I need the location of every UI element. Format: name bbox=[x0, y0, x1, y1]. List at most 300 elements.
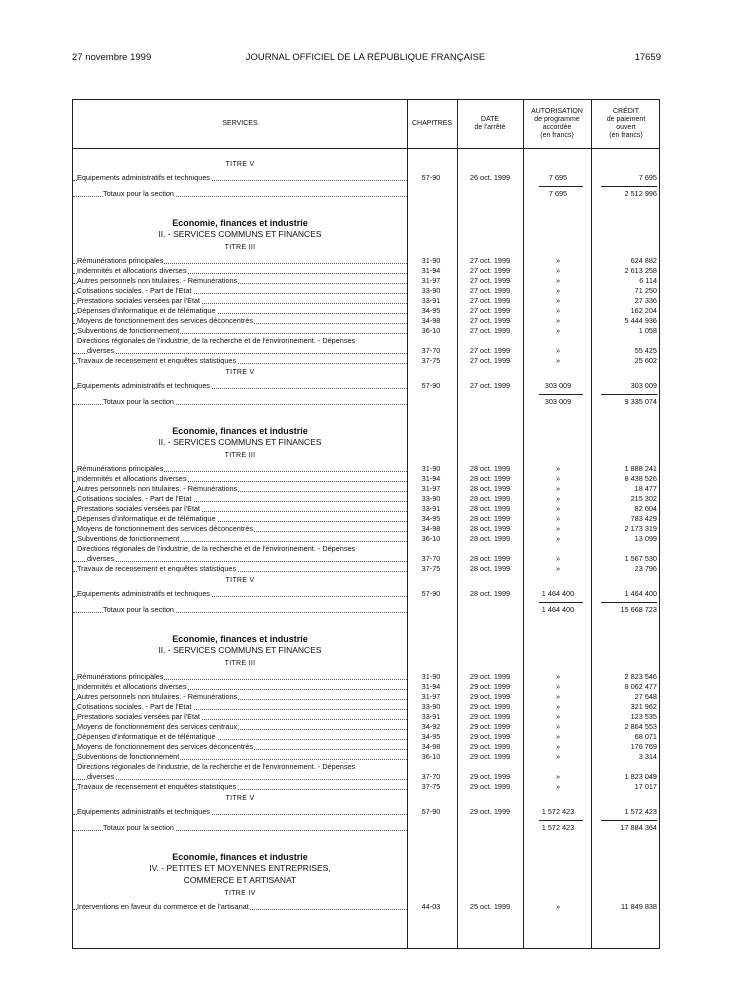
item-label-text: Cotisations sociales. - Part de l'Etat bbox=[77, 494, 192, 503]
item-label bbox=[77, 742, 407, 752]
item-chapitre: 31-90 bbox=[421, 464, 441, 473]
titre-heading: TITRE V bbox=[225, 577, 255, 584]
item-credit: 303 009 bbox=[630, 381, 657, 390]
table-row bbox=[73, 564, 661, 574]
item-autorisation: » bbox=[555, 752, 561, 761]
item-date: 29 oct. 1999 bbox=[469, 692, 511, 701]
item-credit: 82 604 bbox=[634, 504, 657, 513]
section-heading: II. - SERVICES COMMUNS ET FINANCES bbox=[158, 229, 322, 239]
table-row bbox=[73, 306, 661, 316]
table-row bbox=[73, 534, 661, 544]
item-label bbox=[77, 464, 407, 474]
table-row bbox=[73, 863, 661, 873]
table-row bbox=[73, 752, 661, 762]
item-label-line2 bbox=[87, 346, 417, 356]
item-label-text: Cotisations sociales. - Part de l'Etat bbox=[77, 702, 192, 711]
item-date: 27 oct. 1999 bbox=[469, 276, 511, 285]
item-label bbox=[77, 902, 407, 912]
item-chapitre: 33-90 bbox=[421, 286, 441, 295]
header-rule bbox=[73, 148, 659, 149]
item-label-text: Prestations sociales versées par l'Etat bbox=[77, 296, 201, 305]
item-autorisation: » bbox=[555, 702, 561, 711]
item-autorisation: » bbox=[555, 256, 561, 265]
item-label bbox=[77, 702, 407, 712]
subtotal-rule bbox=[539, 186, 583, 187]
total-autorisation: 303 009 bbox=[544, 397, 572, 406]
item-chapitre: 44-03 bbox=[421, 902, 441, 911]
item-credit: 1 464 400 bbox=[624, 589, 657, 598]
item-autorisation: » bbox=[555, 554, 561, 563]
table-row bbox=[73, 474, 661, 484]
item-autorisation: » bbox=[555, 772, 561, 781]
item-label-text: Moyens de fonctionnement des services déconcentrés bbox=[77, 742, 254, 751]
table-row bbox=[73, 807, 661, 817]
table-row bbox=[73, 889, 661, 899]
item-label-text: Cotisations sociales. - Part de l'Etat bbox=[77, 286, 192, 295]
total-credit: 17 884 364 bbox=[620, 823, 657, 832]
item-label-text: Equipements administratifs et techniques bbox=[77, 381, 211, 390]
item-date: 25 oct. 1999 bbox=[469, 902, 511, 911]
total-credit: 9 335 074 bbox=[624, 397, 657, 406]
item-date: 27 oct. 1999 bbox=[469, 296, 511, 305]
table-row bbox=[73, 494, 661, 504]
item-date: 28 oct. 1999 bbox=[469, 484, 511, 493]
item-credit: 68 071 bbox=[634, 732, 657, 741]
ministry-heading: Economie, finances et industrie bbox=[172, 852, 308, 862]
table-row bbox=[73, 160, 661, 170]
table-row bbox=[73, 381, 661, 391]
item-credit: 55 425 bbox=[634, 346, 657, 355]
item-date: 28 oct. 1999 bbox=[469, 564, 511, 573]
item-date: 28 oct. 1999 bbox=[469, 554, 511, 563]
item-autorisation: » bbox=[555, 534, 561, 543]
item-date: 26 oct. 1999 bbox=[469, 173, 511, 182]
item-date: 29 oct. 1999 bbox=[469, 752, 511, 761]
item-credit: 2 823 546 bbox=[624, 672, 657, 681]
item-label-text: Subventions de fonctionnement bbox=[77, 752, 180, 761]
ministry-heading: Economie, finances et industrie bbox=[172, 426, 308, 436]
item-label bbox=[77, 504, 407, 514]
item-date: 28 oct. 1999 bbox=[469, 474, 511, 483]
item-label-text: Equipements administratifs et techniques bbox=[77, 807, 211, 816]
total-label-text: Totaux pour la section bbox=[103, 189, 174, 198]
item-date: 29 oct. 1999 bbox=[469, 807, 511, 816]
section-heading: II. - SERVICES COMMUNS ET FINANCES bbox=[158, 437, 322, 447]
item-autorisation: » bbox=[555, 464, 561, 473]
item-label-text: Moyens de fonctionnement des services centraux bbox=[77, 722, 238, 731]
item-credit: 2 864 553 bbox=[624, 722, 657, 731]
table-row bbox=[73, 326, 661, 336]
item-label bbox=[77, 722, 407, 732]
item-label-text: Interventions en faveur du commerce et de l'artisanat bbox=[77, 902, 249, 911]
table-row bbox=[73, 286, 661, 296]
table-row bbox=[73, 336, 661, 356]
item-autorisation: » bbox=[555, 692, 561, 701]
item-autorisation: » bbox=[555, 514, 561, 523]
table-row bbox=[73, 702, 661, 712]
table-row bbox=[73, 296, 661, 306]
item-label bbox=[77, 589, 407, 599]
item-autorisation: » bbox=[555, 346, 561, 355]
item-autorisation: » bbox=[555, 356, 561, 365]
item-autorisation: » bbox=[555, 672, 561, 681]
item-chapitre: 31-97 bbox=[421, 692, 441, 701]
item-credit: 321 962 bbox=[630, 702, 657, 711]
budget-table bbox=[72, 99, 660, 949]
item-credit: 11 849 838 bbox=[621, 902, 657, 911]
item-label bbox=[77, 316, 407, 326]
item-date: 27 oct. 1999 bbox=[469, 286, 511, 295]
table-row bbox=[73, 397, 661, 407]
item-date: 28 oct. 1999 bbox=[469, 464, 511, 473]
table-row bbox=[73, 875, 661, 885]
item-credit: 23 796 bbox=[634, 564, 657, 573]
header-date: 27 novembre 1999 bbox=[72, 52, 152, 63]
item-chapitre: 31-97 bbox=[421, 276, 441, 285]
item-credit: 13 099 bbox=[634, 534, 657, 543]
total-label bbox=[103, 605, 433, 615]
item-chapitre: 36-10 bbox=[421, 326, 441, 335]
item-label bbox=[77, 326, 407, 336]
item-label-text: Travaux de recensement et enquêtes statistiques bbox=[77, 782, 237, 791]
item-credit: 1 567 530 bbox=[624, 554, 657, 563]
item-credit: 25 602 bbox=[634, 356, 657, 365]
table-row bbox=[73, 504, 661, 514]
col-header-autorisation: AUTORISATION de programme accordée (en francs) bbox=[531, 108, 583, 139]
item-date: 27 oct. 1999 bbox=[469, 266, 511, 275]
item-autorisation: » bbox=[555, 326, 561, 335]
item-autorisation: » bbox=[555, 494, 561, 503]
item-credit: 1 888 241 bbox=[624, 464, 657, 473]
item-label bbox=[77, 484, 407, 494]
item-autorisation: 303 009 bbox=[544, 381, 572, 390]
item-label-continuation bbox=[73, 554, 661, 564]
item-autorisation: » bbox=[555, 722, 561, 731]
item-credit: 1 572 423 bbox=[624, 807, 657, 816]
item-chapitre: 31-94 bbox=[421, 474, 441, 483]
item-label: Directions régionales de l'industrie, de la recherche et de l'environnement. - Dépenses bbox=[77, 544, 356, 553]
table-row bbox=[73, 732, 661, 742]
section-heading: IV. - PETITES ET MOYENNES ENTREPRISES, bbox=[149, 863, 331, 873]
item-label bbox=[77, 276, 407, 286]
titre-heading: TITRE III bbox=[224, 660, 256, 667]
total-label-text: Totaux pour la section bbox=[103, 823, 174, 832]
table-row bbox=[73, 782, 661, 792]
subtotal-rule bbox=[539, 820, 583, 821]
item-autorisation: 7 695 bbox=[548, 173, 568, 182]
item-label bbox=[77, 296, 407, 306]
item-date: 29 oct. 1999 bbox=[469, 672, 511, 681]
item-chapitre: 37-75 bbox=[421, 564, 441, 573]
item-chapitre: 33-90 bbox=[421, 494, 441, 503]
item-credit: 7 695 bbox=[638, 173, 657, 182]
item-credit: 71 250 bbox=[634, 286, 657, 295]
table-row bbox=[73, 722, 661, 732]
section-heading: COMMERCE ET ARTISANAT bbox=[183, 875, 297, 885]
item-chapitre: 57-90 bbox=[421, 173, 441, 182]
table-row bbox=[73, 524, 661, 534]
item-label bbox=[77, 514, 407, 524]
item-chapitre: 37-75 bbox=[421, 782, 441, 791]
item-credit: 2 173 319 bbox=[624, 524, 657, 533]
table-row bbox=[73, 672, 661, 682]
item-label-text: Indemnités et allocations diverses bbox=[77, 682, 187, 691]
table-row bbox=[73, 794, 661, 804]
item-label-text: Equipements administratifs et techniques bbox=[77, 173, 211, 182]
item-label-text: Prestations sociales versées par l'Etat bbox=[77, 712, 201, 721]
total-autorisation: 1 572 423 bbox=[541, 823, 575, 832]
item-date: 29 oct. 1999 bbox=[469, 702, 511, 711]
table-row bbox=[73, 645, 661, 655]
item-autorisation: » bbox=[555, 712, 561, 721]
total-label-text: Totaux pour la section bbox=[103, 397, 174, 406]
item-label bbox=[77, 692, 407, 702]
table-row bbox=[73, 742, 661, 752]
item-chapitre: 57-90 bbox=[421, 381, 441, 390]
item-label-text: Subventions de fonctionnement bbox=[77, 326, 180, 335]
item-chapitre: 33-91 bbox=[421, 504, 441, 513]
item-label-text: Indemnités et allocations diverses bbox=[77, 266, 187, 275]
item-autorisation: » bbox=[555, 484, 561, 493]
item-label-text: Rémunérations principales bbox=[77, 672, 164, 681]
item-chapitre: 34-92 bbox=[421, 722, 441, 731]
item-credit: 123 535 bbox=[630, 712, 657, 721]
table-row bbox=[73, 484, 661, 494]
table-row bbox=[73, 368, 661, 378]
item-label bbox=[77, 286, 407, 296]
table-row bbox=[73, 437, 661, 447]
item-credit: 176 769 bbox=[630, 742, 657, 751]
col-header-services: SERVICES bbox=[222, 120, 258, 127]
section-heading: II. - SERVICES COMMUNS ET FINANCES bbox=[158, 645, 322, 655]
item-label-text: Rémunérations principales bbox=[77, 464, 164, 473]
table-row bbox=[73, 356, 661, 366]
table-row bbox=[73, 659, 661, 669]
table-row bbox=[73, 589, 661, 599]
total-credit: 2 512 996 bbox=[624, 189, 657, 198]
item-chapitre: 34-98 bbox=[421, 524, 441, 533]
total-autorisation: 7 695 bbox=[548, 189, 568, 198]
item-chapitre: 33-90 bbox=[421, 702, 441, 711]
titre-heading: TITRE V bbox=[225, 161, 255, 168]
item-autorisation: » bbox=[555, 266, 561, 275]
item-chapitre: 37-70 bbox=[421, 346, 441, 355]
table-row bbox=[73, 266, 661, 276]
item-label bbox=[77, 494, 407, 504]
item-credit: 8 438 526 bbox=[624, 474, 657, 483]
subtotal-rule bbox=[601, 186, 657, 187]
item-label: Directions régionales de l'industrie, de la recherche et de l'environnement. - Dépenses bbox=[77, 762, 356, 771]
item-label bbox=[77, 381, 407, 391]
item-credit: 215 302 bbox=[630, 494, 657, 503]
item-autorisation: » bbox=[555, 276, 561, 285]
item-label-line2-text: diverses bbox=[87, 772, 115, 781]
item-chapitre: 34-95 bbox=[421, 306, 441, 315]
item-label bbox=[77, 752, 407, 762]
item-label-text: Rémunérations principales bbox=[77, 256, 164, 265]
item-credit: 2 613 258 bbox=[624, 266, 657, 275]
table-row bbox=[73, 514, 661, 524]
item-label bbox=[77, 524, 407, 534]
table-row bbox=[73, 823, 661, 833]
item-label-text: Travaux de recensement et enquêtes statistiques bbox=[77, 564, 237, 573]
table-row bbox=[73, 243, 661, 253]
item-chapitre: 36-10 bbox=[421, 752, 441, 761]
item-label-text: Autres personnels non titulaires. - Rémunérations bbox=[77, 484, 238, 493]
item-autorisation: » bbox=[555, 742, 561, 751]
titre-heading: TITRE IV bbox=[224, 890, 256, 897]
item-chapitre: 37-70 bbox=[421, 554, 441, 563]
item-credit: 3 314 bbox=[638, 752, 657, 761]
item-label bbox=[77, 256, 407, 266]
item-label-text: Moyens de fonctionnement des services déconcentrés bbox=[77, 316, 254, 325]
item-label-line2 bbox=[87, 772, 417, 782]
col-header-chapitres: CHAPITRES bbox=[411, 120, 453, 127]
ministry-heading: Economie, finances et industrie bbox=[172, 218, 308, 228]
item-label-text: Indemnités et allocations diverses bbox=[77, 474, 187, 483]
item-chapitre: 31-94 bbox=[421, 682, 441, 691]
item-chapitre: 34-98 bbox=[421, 316, 441, 325]
item-chapitre: 57-90 bbox=[421, 589, 441, 598]
item-label bbox=[77, 564, 407, 574]
item-label-text: Dépenses d'informatique et de télématique bbox=[77, 514, 216, 523]
item-autorisation: 1 572 423 bbox=[541, 807, 575, 816]
item-date: 27 oct. 1999 bbox=[469, 316, 511, 325]
titre-heading: TITRE III bbox=[224, 452, 256, 459]
item-label-text: Dépenses d'informatique et de télématique bbox=[77, 732, 216, 741]
table-row bbox=[73, 276, 661, 286]
item-autorisation: » bbox=[555, 902, 561, 911]
table-row bbox=[73, 464, 661, 474]
table-row bbox=[73, 256, 661, 266]
table-row bbox=[73, 712, 661, 722]
item-date: 29 oct. 1999 bbox=[469, 742, 511, 751]
titre-heading: TITRE V bbox=[225, 369, 255, 376]
titre-heading: TITRE V bbox=[225, 795, 255, 802]
table-row bbox=[73, 605, 661, 615]
col-header-credit: CRÉDIT de paiement ouvert (en francs) bbox=[606, 108, 646, 139]
total-label-text: Totaux pour la section bbox=[103, 605, 174, 614]
item-autorisation: » bbox=[555, 564, 561, 573]
ministry-heading: Economie, finances et industrie bbox=[172, 634, 308, 644]
item-chapitre: 34-98 bbox=[421, 742, 441, 751]
item-label-text: Dépenses d'informatique et de télématique bbox=[77, 306, 216, 315]
item-label bbox=[77, 682, 407, 692]
item-date: 28 oct. 1999 bbox=[469, 534, 511, 543]
item-credit: 162 204 bbox=[630, 306, 657, 315]
item-label bbox=[77, 732, 407, 742]
item-date: 29 oct. 1999 bbox=[469, 732, 511, 741]
item-label bbox=[77, 306, 407, 316]
item-autorisation: » bbox=[555, 524, 561, 533]
subtotal-rule bbox=[539, 394, 583, 395]
item-label bbox=[77, 712, 407, 722]
item-label bbox=[77, 782, 407, 792]
item-credit: 18 477 bbox=[634, 484, 657, 493]
item-label-text: Prestations sociales versées par l'Etat bbox=[77, 504, 201, 513]
item-chapitre: 31-97 bbox=[421, 484, 441, 493]
item-label bbox=[77, 534, 407, 544]
item-label bbox=[77, 807, 407, 817]
item-label bbox=[77, 356, 407, 366]
item-chapitre: 36-10 bbox=[421, 534, 441, 543]
item-date: 27 oct. 1999 bbox=[469, 256, 511, 265]
item-credit: 17 017 bbox=[634, 782, 657, 791]
item-chapitre: 37-75 bbox=[421, 356, 441, 365]
table-row bbox=[73, 229, 661, 239]
item-label-line2 bbox=[87, 554, 417, 564]
item-label-continuation bbox=[73, 346, 661, 356]
item-date: 29 oct. 1999 bbox=[469, 712, 511, 721]
item-label-text: Autres personnels non titulaires. - Rémunérations bbox=[77, 692, 238, 701]
item-label bbox=[77, 173, 407, 183]
item-chapitre: 37-70 bbox=[421, 772, 441, 781]
item-chapitre: 31-90 bbox=[421, 672, 441, 681]
item-credit: 624 882 bbox=[630, 256, 657, 265]
journal-title: JOURNAL OFFICIEL DE LA RÉPUBLIQUE FRANÇAISE bbox=[245, 52, 486, 63]
total-autorisation: 1 464 400 bbox=[541, 605, 575, 614]
item-chapitre: 31-90 bbox=[421, 256, 441, 265]
item-label-text: Autres personnels non titulaires. - Rémunérations bbox=[77, 276, 238, 285]
item-autorisation: 1 464 400 bbox=[541, 589, 575, 598]
table-row bbox=[73, 173, 661, 183]
total-label bbox=[103, 823, 433, 833]
item-label bbox=[77, 266, 407, 276]
item-label bbox=[77, 672, 407, 682]
table-row bbox=[73, 189, 661, 199]
table-row bbox=[73, 682, 661, 692]
subtotal-rule bbox=[539, 602, 583, 603]
item-label-line2-text: diverses bbox=[87, 554, 115, 563]
subtotal-rule bbox=[601, 820, 657, 821]
item-date: 27 oct. 1999 bbox=[469, 356, 511, 365]
item-autorisation: » bbox=[555, 682, 561, 691]
table-row bbox=[73, 692, 661, 702]
item-date: 27 oct. 1999 bbox=[469, 326, 511, 335]
table-row bbox=[73, 902, 661, 912]
item-label: Directions régionales de l'industrie, de la recherche et de l'environnement. - Dépenses bbox=[77, 336, 356, 345]
item-chapitre: 57-90 bbox=[421, 807, 441, 816]
table-row bbox=[73, 576, 661, 586]
item-credit: 8 062 477 bbox=[624, 682, 657, 691]
item-label-continuation bbox=[73, 772, 661, 782]
item-autorisation: » bbox=[555, 306, 561, 315]
item-credit: 5 444 936 bbox=[624, 316, 657, 325]
item-autorisation: » bbox=[555, 782, 561, 791]
item-date: 29 oct. 1999 bbox=[469, 772, 511, 781]
item-credit: 783 429 bbox=[630, 514, 657, 523]
item-label bbox=[77, 474, 407, 484]
item-label-line2-text: diverses bbox=[87, 346, 115, 355]
item-credit: 27 336 bbox=[634, 296, 657, 305]
item-date: 27 oct. 1999 bbox=[469, 346, 511, 355]
item-date: 28 oct. 1999 bbox=[469, 504, 511, 513]
total-label bbox=[103, 397, 433, 407]
item-autorisation: » bbox=[555, 296, 561, 305]
col-header-date: DATE de l'arrêté bbox=[474, 116, 506, 131]
item-autorisation: » bbox=[555, 504, 561, 513]
item-date: 28 oct. 1999 bbox=[469, 589, 511, 598]
table-row bbox=[73, 544, 661, 564]
subtotal-rule bbox=[601, 602, 657, 603]
item-date: 29 oct. 1999 bbox=[469, 782, 511, 791]
item-label-text: Equipements administratifs et techniques bbox=[77, 589, 211, 598]
table-row bbox=[73, 762, 661, 782]
item-chapitre: 31-94 bbox=[421, 266, 441, 275]
titre-heading: TITRE III bbox=[224, 244, 256, 251]
item-credit: 27 648 bbox=[634, 692, 657, 701]
item-label-text: Moyens de fonctionnement des services déconcentrés bbox=[77, 524, 254, 533]
